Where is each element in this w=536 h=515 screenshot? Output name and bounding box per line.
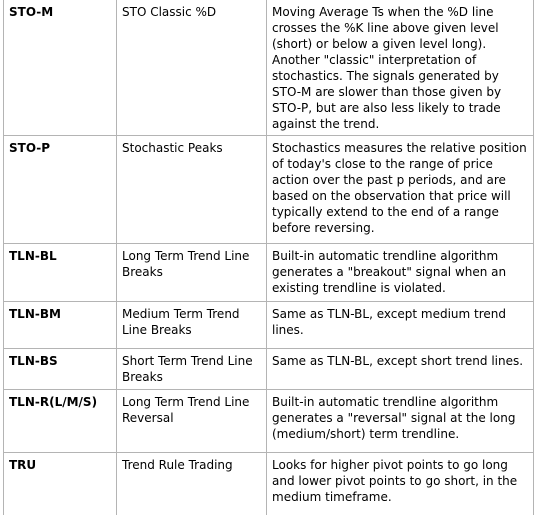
indicator-code: TLN-BS: [4, 349, 117, 390]
table-row: [4, 302, 534, 349]
indicator-description: Moving Average Ts when the %D line crosses the %K line above given level (short) or below a given level long). Another "classic" interpretation of stochastics. The signals generated by STO-M are slower than those given by STO-P, but are also less likely to trade against the trend.: [267, 0, 534, 136]
table-row: [4, 244, 534, 302]
table-row: [4, 349, 534, 390]
indicator-code: TLN-R(L/M/S): [4, 390, 117, 453]
indicator-description: Same as TLN-BL, except medium trend lines.: [267, 302, 534, 349]
indicator-name: STO Classic %D: [117, 0, 267, 136]
indicator-name: Stochastic Peaks: [117, 136, 267, 244]
indicator-code: STO-M: [4, 0, 117, 136]
indicator-name: Long Term Trend Line Breaks: [117, 244, 267, 302]
indicator-code: TLN-BL: [4, 244, 117, 302]
indicator-name: Short Term Trend Line Breaks: [117, 349, 267, 390]
indicator-code: STO-P: [4, 136, 117, 244]
indicator-table: [3, 0, 534, 515]
table-row: [4, 0, 534, 136]
indicator-description: Built-in automatic trendline algorithm generates a "breakout" signal when an existing trendline is violated.: [267, 244, 534, 302]
table-row: [4, 136, 534, 244]
table-row: [4, 453, 534, 515]
indicator-description: Built-in automatic trendline algorithm generates a "reversal" signal at the long (medium/short) term trendline.: [267, 390, 534, 453]
indicator-name: Long Term Trend Line Reversal: [117, 390, 267, 453]
indicator-description: Stochastics measures the relative position of today's close to the range of price action over the past p periods, and are based on the observation that price will typically extend to the end of a range before reversing.: [267, 136, 534, 244]
indicator-code: TRU: [4, 453, 117, 515]
indicator-description: Looks for higher pivot points to go long and lower pivot points to go short, in the medium timeframe.: [267, 453, 534, 515]
indicator-description: Same as TLN-BL, except short trend lines.: [267, 349, 534, 390]
indicator-name: Trend Rule Trading: [117, 453, 267, 515]
indicator-code: TLN-BM: [4, 302, 117, 349]
table-row: [4, 390, 534, 453]
indicator-name: Medium Term Trend Line Breaks: [117, 302, 267, 349]
